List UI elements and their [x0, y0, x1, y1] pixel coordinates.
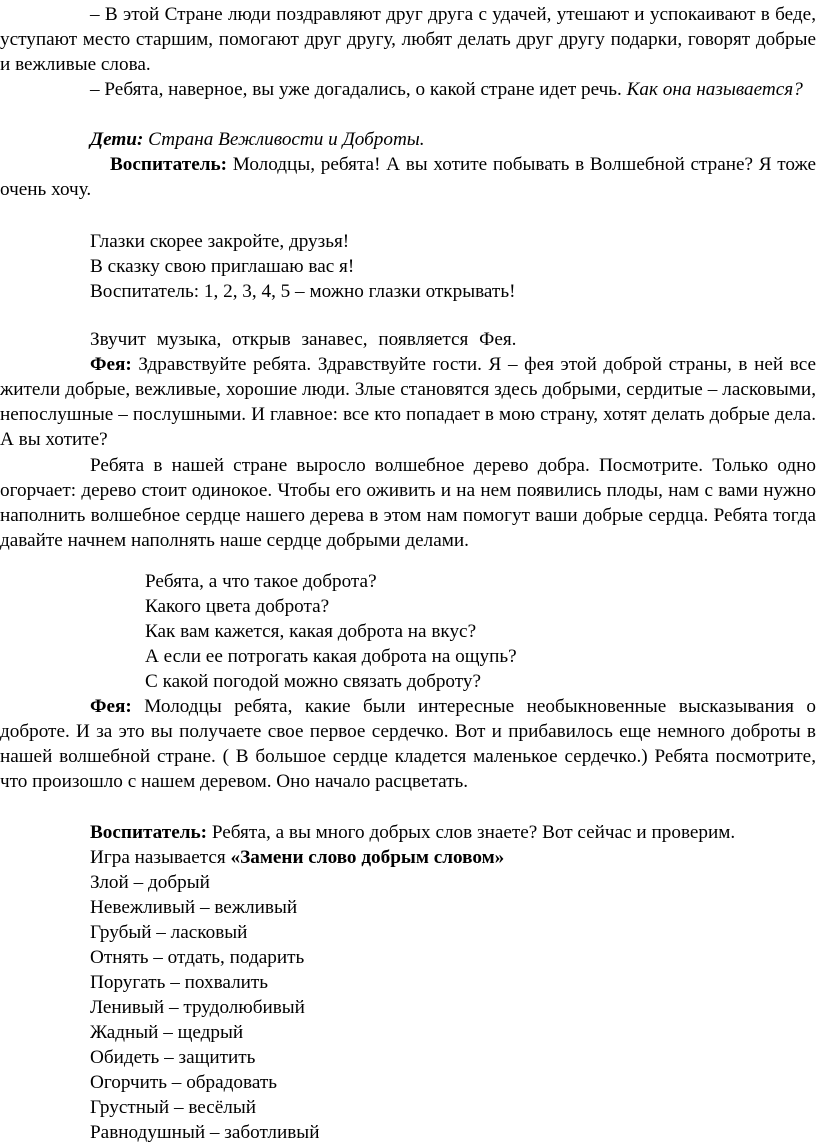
- poem-line: Воспитатель: 1, 2, 3, 4, 5 – можно глазки открывать!: [90, 281, 516, 302]
- stage-direction: Звучит музыка, открыв занавес, появляется Фея.: [90, 329, 517, 350]
- speaker-label: Фея:: [90, 696, 132, 717]
- paragraph-intro: – В этой Стране люди поздравляют друг друга с удачей, утешают и успокаивают в беде, уступают место старшим, помогают друг другу, любят делать друг другу подарки, говорят добрые и вежливые слова.: [0, 4, 816, 75]
- speaker-label: Воспитатель:: [90, 822, 208, 843]
- word-pair: Поругать – похвалить: [90, 972, 269, 993]
- word-pair: Злой – добрый: [90, 872, 210, 893]
- paragraph-teacher: Воспитатель: Молодцы, ребята! А вы хотите побывать в Волшебной стране? Я тоже очень хочу.: [0, 154, 816, 200]
- question-line: С какой погодой можно связать доброту?: [145, 671, 482, 692]
- word-pair: Невежливый – вежливый: [90, 897, 298, 918]
- word-pair: Грустный – весёлый: [90, 1097, 257, 1118]
- speaker-label: Фея:: [90, 354, 132, 375]
- word-pair: Равнодушный – заботливый: [90, 1122, 320, 1143]
- game-name: «Замени слово добрым словом»: [230, 847, 505, 868]
- paragraph-tree: Ребята в нашей стране выросло волшебное дерево добра. Посмотрите. Только одно огорчает: дерево стоит одинокое. Чтобы его оживить и на нем появились плоды, нам с вами нужно наполнить волшебное сердце нашего дерева в этом нам помогут ваши добрые сердца. Ребята тогда давайте начнем наполнять наше сердце добрыми делами.: [0, 455, 816, 551]
- word-pair: Жадный – щедрый: [90, 1022, 244, 1043]
- word-pair: Грубый – ласковый: [90, 922, 248, 943]
- word-pair: Ленивый – трудолюбивый: [90, 997, 305, 1018]
- game-title: Игра называется «Замени слово добрым словом»: [90, 847, 505, 868]
- italic-question: Как она называется?: [626, 79, 803, 100]
- paragraph-fairy-praise: Фея: Молодцы ребята, какие были интересные необыкновенные высказывания о доброте. И за это вы получаете свое первое сердечко. Вот и прибавилось еще немного доброты в нашей волшебной стране. ( В большое сердце кладется маленькое сердечко.) Ребята посмотрите, что произошло с нашем деревом. Оно начало расцветать.: [0, 696, 816, 792]
- word-pair: Отнять – отдать, подарить: [90, 947, 305, 968]
- paragraph-children-answer: Дети: Страна Вежливости и Доброты.: [90, 129, 425, 150]
- teacher-line: Воспитатель: Ребята, а вы много добрых слов знаете? Вот сейчас и проверим.: [90, 822, 736, 843]
- speaker-label: Дети:: [90, 129, 144, 150]
- paragraph-question: – Ребята, наверное, вы уже догадались, о какой стране идет речь. Как она называется?: [90, 79, 803, 100]
- question-line: А если ее потрогать какая доброта на ощупь?: [145, 646, 517, 667]
- question-line: Как вам кажется, какая доброта на вкус?: [145, 621, 477, 642]
- paragraph-fairy-greeting: Фея: Здравствуйте ребята. Здравствуйте гости. Я – фея этой доброй страны, в ней все жители добрые, вежливые, хорошие люди. Злые становятся здесь добрыми, сердитые – ласковыми, непослушные – послушными. И главное: все кто попадает в мою страну, хотят делать добрые дела. А вы хотите?: [0, 354, 816, 450]
- word-pair: Обидеть – защитить: [90, 1047, 256, 1068]
- poem-line: В сказку свою приглашаю вас я!: [90, 256, 355, 277]
- word-pair: Огорчить – обрадовать: [90, 1072, 277, 1093]
- poem-line: Глазки скорее закройте, друзья!: [90, 231, 350, 252]
- question-line: Ребята, а что такое доброта?: [145, 571, 377, 592]
- question-line: Какого цвета доброта?: [145, 596, 330, 617]
- speaker-label: Воспитатель:: [110, 154, 228, 175]
